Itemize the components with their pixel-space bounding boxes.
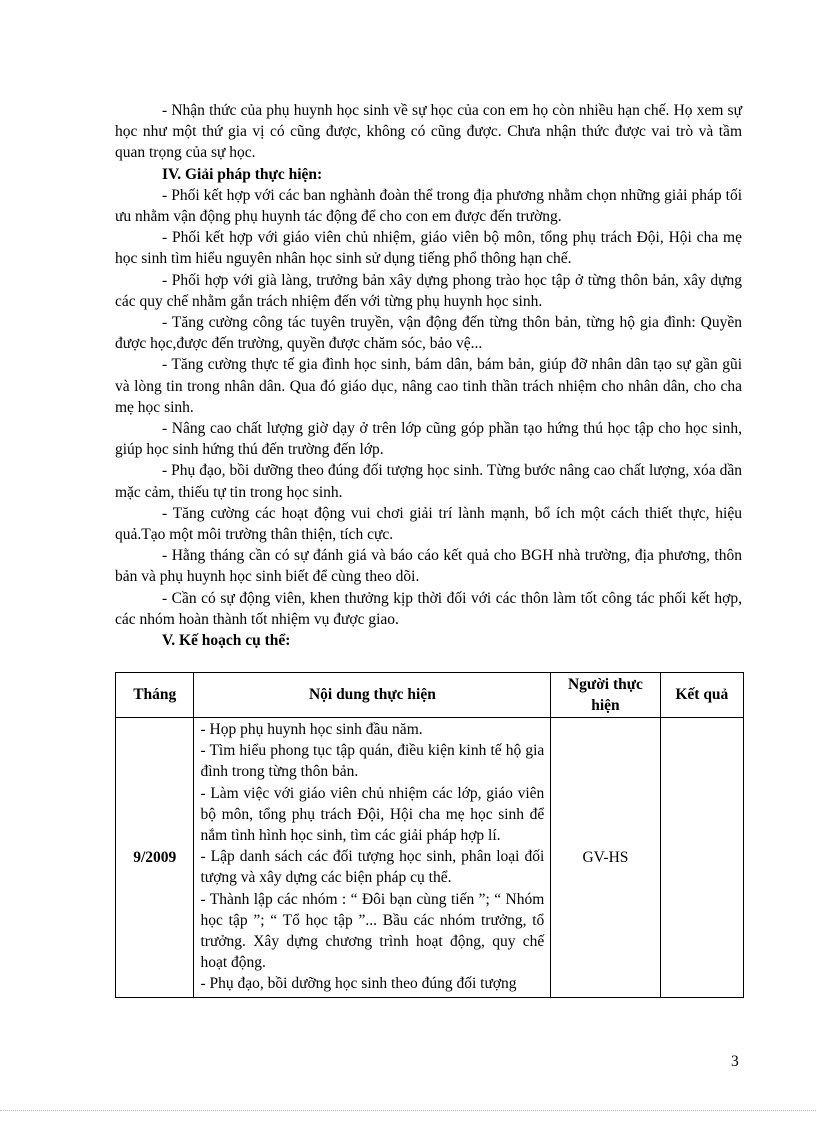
- solution-item: - Cần có sự động viên, khen thưởng kịp thời đối với các thôn làm tốt công tác phối kết hợp, các nhóm hoàn thành tốt nhiệm vụ được giao.: [115, 589, 742, 628]
- solution-item: - Nâng cao chất lượng giờ dạy ở trên lớp cũng góp phần tạo hứng thú học tập cho học sinh, giúp học sinh hứng thú đến trường đến lớp.: [115, 420, 742, 459]
- content-item: - Tìm hiểu phong tục tập quán, điều kiện kinh tế hộ gia đình trong từng thôn bản.: [200, 742, 545, 781]
- document-body: [115, 100, 742, 651]
- content-item: - Phụ đạo, bồi dưỡng học sinh theo đúng đối tượng: [200, 975, 517, 993]
- solution-item: - Phụ đạo, bồi dưỡng theo đúng đối tượng học sinh. Từng bước nâng cao chất lượng, xóa dần mặc cảm, thiếu tự tin trong học sinh.: [115, 462, 742, 501]
- solution-item: - Phối kết hợp với giáo viên chủ nhiệm, giáo viên bộ môn, tổng phụ trách Đội, Hội cha mẹ học sinh tìm hiểu nguyên nhân học sinh sử dụng tiếng phổ thông hạn chế.: [115, 229, 742, 268]
- solution-item: - Tăng cường các hoạt động vui chơi giải trí lành mạnh, bổ ích một cách thiết thực, hiệu quả.Tạo một môi trường thân thiện, tích cực.: [115, 504, 742, 544]
- table-row: [116, 718, 744, 998]
- solution-item: - Tăng cường thực tế gia đình học sinh, bám dân, bám bản, giúp đỡ nhân dân tạo sự gần gũi và lòng tin trong nhân dân. Qua đó giáo dục, nâng cao tinh thần trách nhiệm cho nhân dân, cho cha mẹ học sinh.: [115, 356, 742, 416]
- content-item: - Thành lập các nhóm : “ Đôi bạn cùng tiến ”; “ Nhóm học tập ”; “ Tổ học tập ”... Bầu các nhóm trưởng, tổ trưởng. Xây dựng chương trình hoạt động, quy chế hoạt động.: [200, 890, 545, 972]
- cell-person: GV-HS: [551, 718, 660, 998]
- content-item: - Làm việc với giáo viên chủ nhiệm các lớp, giáo viên bộ môn, tổng phụ trách Đội, Hội cha mẹ học sinh để nắm tình hình học sinh, tìm các giải pháp hợp lí.: [200, 784, 545, 845]
- content-item: - Họp phụ huynh học sinh đầu năm.: [200, 721, 423, 738]
- cell-month: 9/2009: [116, 718, 194, 998]
- content-item: - Lập danh sách các đối tượng học sinh, phân loại đối tượng và xây dựng các biện pháp cụ thể.: [200, 848, 545, 887]
- page-number: 3: [731, 1053, 739, 1070]
- header-month: Tháng: [116, 673, 194, 718]
- solution-item: - Tăng cường công tác tuyên truyền, vận động đến từng thôn bản, từng hộ gia đình: Quyền được học,được đến trường, quyền được chăm sóc, bảo vệ...: [115, 314, 742, 353]
- solution-item: - Phối hợp với già làng, trưởng bản xây dựng phong trào học tập ở từng thôn bản, xây dựng các quy chế nhằm gắn trách nhiệm đến với từng phụ huynh học sinh.: [115, 271, 742, 310]
- solution-item: - Hằng tháng cần có sự đánh giá và báo cáo kết quả cho BGH nhà trường, địa phương, thôn bản và phụ huynh học sinh biết để cùng theo dõi.: [115, 547, 742, 586]
- plan-table: [115, 672, 744, 998]
- heading-solutions: IV. Giải pháp thực hiện:: [162, 165, 323, 183]
- table-header-row: [116, 673, 744, 718]
- paragraph-parent-awareness: - Nhận thức của phụ huynh học sinh về sự học của con em họ còn nhiều hạn chế. Họ xem sự học như một thứ gia vị có cũng được, không có cũng được. Chưa nhận thức được vai trò và tầm quan trọng của sự học.: [115, 102, 742, 162]
- cell-result: [660, 718, 743, 998]
- solution-item: - Phối kết hợp với các ban nghành đoàn thể trong địa phương nhằm chọn những giải pháp tối ưu nhằm vận động phụ huynh tác động để cho con em được đến trường.: [115, 186, 742, 226]
- header-content: Nội dung thực hiện: [194, 673, 551, 718]
- header-result: Kết quả: [660, 673, 743, 718]
- page-bottom-divider: [0, 1110, 816, 1111]
- header-person: Người thực hiện: [551, 673, 660, 718]
- heading-plan: V. Kế hoạch cụ thể:: [162, 632, 291, 650]
- cell-content: [194, 718, 551, 998]
